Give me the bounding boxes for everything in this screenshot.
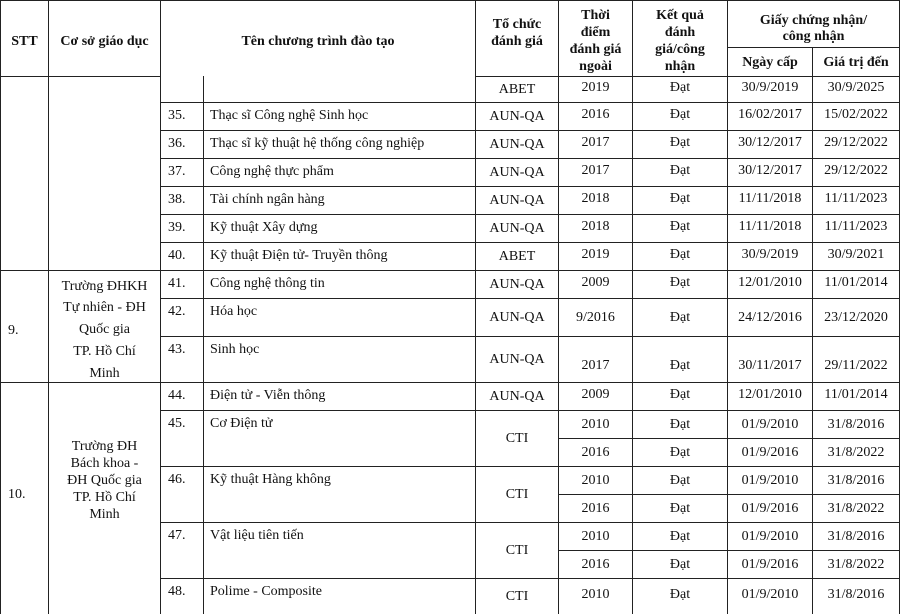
issue-date: 30/9/2019 [741,247,799,262]
school-name-line: Bách khoa - [70,456,139,471]
table-row [160,186,900,187]
program-number: 41. [168,276,186,291]
header-certificate-line: Giấy chứng nhận/ [759,13,868,28]
evaluation-organization: CTI [505,589,529,604]
issue-date: 01/9/2010 [741,587,799,602]
issue-date: 01/9/2016 [741,501,799,516]
valid-until: 23/12/2020 [824,310,888,325]
header-bottom-line [48,76,160,77]
evaluation-year: 2016 [581,557,610,572]
school-name-line: Quốc gia [79,322,130,337]
table-row [160,382,900,383]
header-subdivider [727,47,900,48]
group-stt: 9. [8,323,19,338]
issue-date: 30/9/2019 [741,80,799,95]
header-issue-date: Ngày cấp [742,55,798,70]
sub-row-divider [558,550,900,551]
valid-until: 11/11/2023 [824,191,888,206]
valid-until: 31/8/2016 [827,417,885,432]
evaluation-year: 2009 [581,275,610,290]
evaluation-organization: AUN-QA [489,310,545,325]
evaluation-organization: AUN-QA [489,165,545,180]
evaluation-result: Đạt [669,501,691,516]
table-row [160,130,900,131]
table-row [160,158,900,159]
program-name: Polime - Composite [210,584,322,599]
valid-until: 31/8/2022 [827,557,885,572]
header-stt: STT [11,34,38,49]
valid-until: 11/01/2014 [824,275,888,290]
program-number: 38. [168,192,186,207]
header-evaluation-time-line: đánh giá [569,42,622,57]
valid-until: 30/9/2021 [827,247,885,262]
issue-date: 11/11/2018 [738,219,802,234]
evaluation-year: 2019 [581,247,610,262]
evaluation-year: 2016 [581,445,610,460]
evaluation-result: Đạt [669,557,691,572]
valid-until: 31/8/2016 [827,587,885,602]
header-evaluation-time-line: điểm [580,25,611,40]
evaluation-year: 2010 [581,587,610,602]
issue-date: 01/9/2010 [741,417,799,432]
evaluation-result: Đạt [669,191,691,206]
program-number: 45. [168,416,186,431]
valid-until: 29/12/2022 [824,135,888,150]
program-number: 47. [168,528,186,543]
issue-date: 24/12/2016 [738,310,802,325]
program-number: 37. [168,164,186,179]
evaluation-result: Đạt [669,107,691,122]
table-row [160,336,900,337]
issue-date: 11/11/2018 [738,191,802,206]
header-valid-until: Giá trị đến [823,55,889,70]
program-name: Cơ Điện tử [210,416,273,431]
evaluation-year: 2010 [581,417,610,432]
valid-until: 31/8/2022 [827,501,885,516]
evaluation-year: 2010 [581,473,610,488]
evaluation-result: Đạt [669,473,691,488]
program-name: Hóa học [210,304,258,319]
program-name: Sinh học [210,342,260,357]
evaluation-year: 2019 [581,80,610,95]
valid-until: 31/8/2022 [827,445,885,460]
header-result-line: giá/công [655,42,705,57]
evaluation-result: Đạt [669,219,691,234]
evaluation-organization: CTI [505,487,529,502]
valid-until: 31/8/2016 [827,529,885,544]
evaluation-result: Đạt [669,80,691,95]
header-bottom-line [0,76,48,77]
header-certificate-line: công nhận [782,29,845,44]
program-number: 40. [168,248,186,263]
evaluation-year: 9/2016 [576,310,615,325]
evaluation-year: 2016 [581,107,610,122]
evaluation-result: Đạt [669,247,691,262]
evaluation-organization: ABET [498,82,536,97]
evaluation-organization: AUN-QA [489,277,545,292]
header-evaluation-time-line: Thời [581,8,610,23]
school-name-line: Minh [89,507,120,522]
evaluation-organization: AUN-QA [489,389,545,404]
program-number: 42. [168,304,186,319]
school-name-line: Tự nhiên - ĐH [63,300,146,315]
header-organization-line: Tổ chức [492,17,542,32]
evaluation-result: Đạt [669,387,691,402]
table-row [160,522,900,523]
evaluation-organization: AUN-QA [489,352,545,367]
program-number: 46. [168,472,186,487]
table-row [160,214,900,215]
evaluation-result: Đạt [669,445,691,460]
evaluation-organization: AUN-QA [489,109,545,124]
table-row [160,270,900,271]
valid-until: 29/11/2022 [824,358,888,373]
header-evaluation-time-line: ngoài [579,59,612,74]
header-result-line: Kết quả [656,8,704,23]
header-result-line: đánh [664,25,696,40]
valid-until: 15/02/2022 [824,107,888,122]
header-education-institution: Cơ sở giáo dục [60,34,149,49]
table-border-top [0,0,900,1]
evaluation-result: Đạt [669,135,691,150]
evaluation-result: Đạt [669,417,691,432]
issue-date: 12/01/2010 [738,275,802,290]
table-row [160,298,900,299]
program-name: Công nghệ thực phẩm [210,164,334,179]
table-border-left [0,0,1,614]
evaluation-year: 2017 [581,163,610,178]
evaluation-year: 2018 [581,219,610,234]
evaluation-organization: AUN-QA [489,193,545,208]
program-name: Kỹ thuật Điện tử- Truyền thông [210,248,388,263]
table-row [160,242,900,243]
program-number: 43. [168,342,186,357]
group-divider [0,382,160,383]
valid-until: 30/9/2025 [827,80,885,95]
issue-date: 01/9/2016 [741,445,799,460]
group-stt: 10. [8,487,26,502]
program-name: Kỹ thuật Xây dựng [210,220,318,235]
program-number: 36. [168,136,186,151]
school-name-line: Minh [89,366,120,381]
header-program-name: Tên chương trình đào tạo [241,34,395,49]
issue-date: 01/9/2016 [741,557,799,572]
header-result-line: nhận [664,59,696,74]
program-number: 44. [168,388,186,403]
issue-date: 30/12/2017 [738,135,802,150]
evaluation-result: Đạt [669,587,691,602]
table-row [160,466,900,467]
evaluation-result: Đạt [669,275,691,290]
table-row [160,578,900,579]
school-name-line: Trường ĐHKH [61,279,148,294]
program-name: Thạc sĩ kỹ thuật hệ thống công nghiệp [210,136,425,151]
evaluation-organization: ABET [498,249,536,264]
issue-date: 01/9/2010 [741,529,799,544]
program-number: 39. [168,220,186,235]
program-name: Tài chính ngân hàng [210,192,325,207]
school-name-line: Trường ĐH [71,439,138,454]
col-divider [203,76,204,614]
table-row [160,410,900,411]
program-number: 48. [168,584,186,599]
valid-until: 11/01/2014 [824,387,888,402]
evaluation-organization: CTI [505,431,529,446]
evaluation-year: 2017 [581,358,610,373]
evaluation-year: 2017 [581,135,610,150]
school-name-line: TP. Hồ Chí [73,344,136,359]
evaluation-year: 2018 [581,191,610,206]
header-organization-line: đánh giá [491,34,543,49]
issue-date: 30/11/2017 [738,358,802,373]
issue-date: 16/02/2017 [738,107,802,122]
program-number: 35. [168,108,186,123]
school-name-line: TP. Hồ Chí [73,490,136,505]
program-name: Công nghệ thông tin [210,276,325,291]
sub-row-divider [558,438,900,439]
school-name-line: ĐH Quốc gia [67,473,142,488]
program-name: Kỹ thuật Hàng không [210,472,331,487]
group-divider [0,270,160,271]
evaluation-year: 2009 [581,387,610,402]
program-name: Thạc sĩ Công nghệ Sinh học [210,108,369,123]
table-row [160,102,900,103]
program-name: Điện tử - Viễn thông [210,388,326,403]
issue-date: 01/9/2010 [741,473,799,488]
valid-until: 31/8/2016 [827,473,885,488]
evaluation-year: 2016 [581,501,610,516]
evaluation-result: Đạt [669,310,691,325]
evaluation-result: Đạt [669,163,691,178]
evaluation-result: Đạt [669,529,691,544]
sub-row-divider [558,494,900,495]
valid-until: 29/12/2022 [824,163,888,178]
evaluation-year: 2010 [581,529,610,544]
evaluation-result: Đạt [669,358,691,373]
valid-until: 11/11/2023 [824,219,888,234]
issue-date: 30/12/2017 [738,163,802,178]
evaluation-organization: AUN-QA [489,137,545,152]
evaluation-organization: CTI [505,543,529,558]
program-name: Vật liệu tiên tiến [210,528,304,543]
evaluation-organization: AUN-QA [489,221,545,236]
issue-date: 12/01/2010 [738,387,802,402]
header-bottom-line [475,76,900,77]
